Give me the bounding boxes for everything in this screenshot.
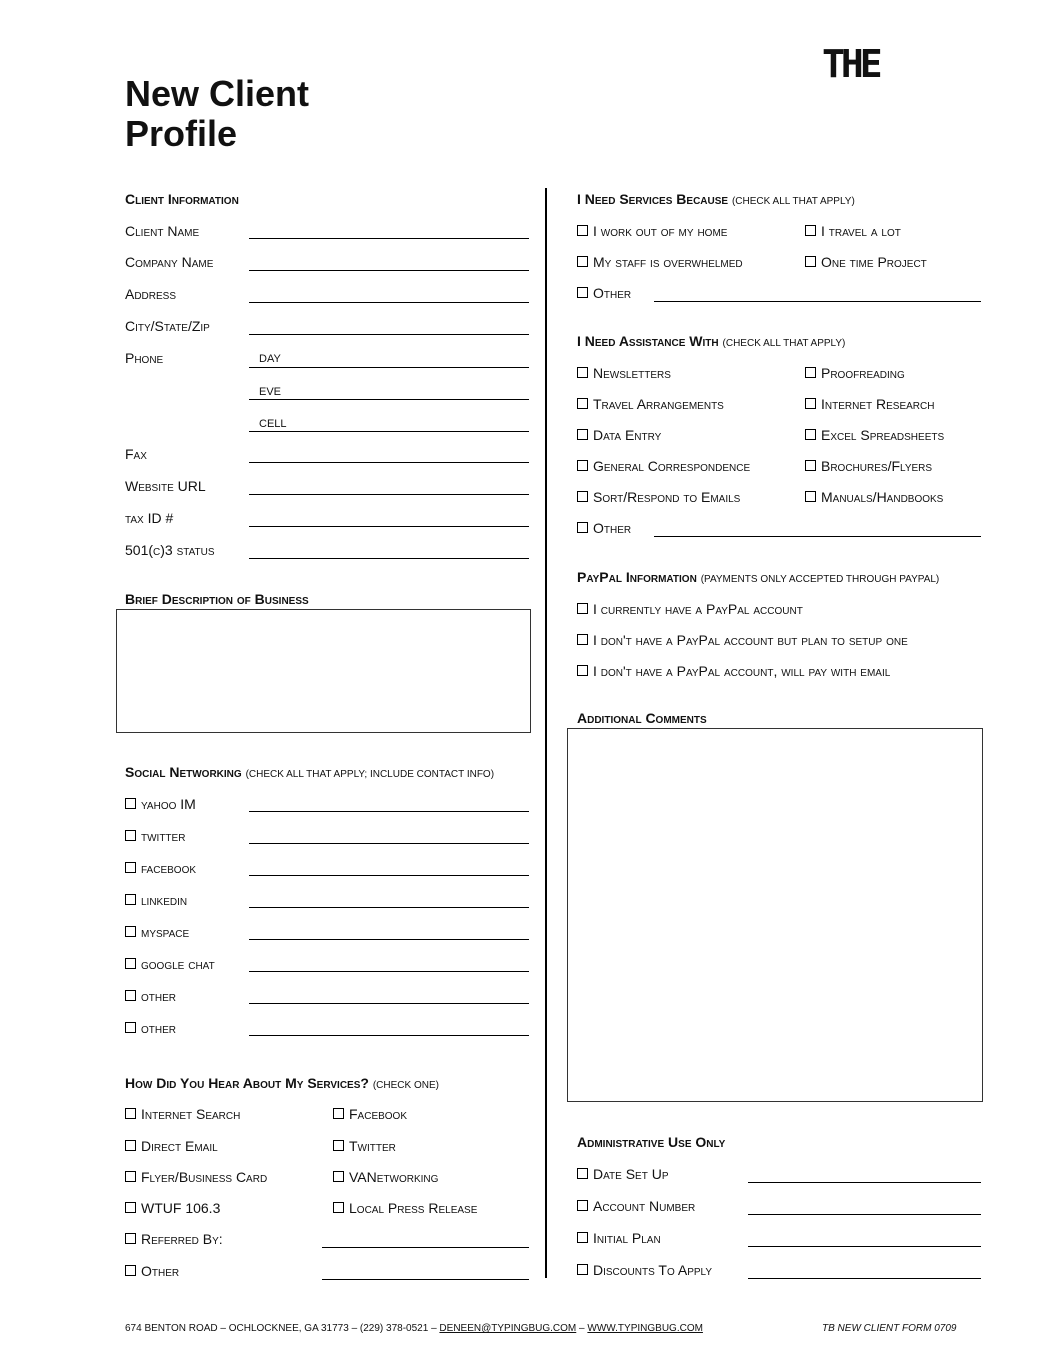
need-option-staff-overwhelmed[interactable]: My staff is overwhelmed — [577, 254, 743, 270]
checkbox[interactable] — [577, 429, 588, 440]
assist-option-other[interactable]: Other — [577, 520, 631, 536]
checkbox[interactable] — [125, 958, 136, 969]
checkbox[interactable] — [577, 1232, 588, 1243]
checkbox[interactable] — [125, 1171, 136, 1182]
checkbox[interactable] — [333, 1108, 344, 1119]
paypal-option-email[interactable]: I don't have a PayPal account, will pay with email — [577, 663, 890, 679]
social-field-other-2[interactable] — [249, 1035, 529, 1036]
hear-option-other[interactable]: Other — [125, 1263, 179, 1279]
checkbox[interactable] — [577, 665, 588, 676]
checkbox[interactable] — [333, 1171, 344, 1182]
assist-option-correspondence[interactable]: General Correspondence — [577, 458, 750, 474]
social-field-myspace[interactable] — [249, 939, 529, 940]
need-option-work-home[interactable]: I work out of my home — [577, 223, 727, 239]
hear-option-facebook[interactable]: Facebook — [333, 1106, 407, 1122]
checkbox[interactable] — [125, 830, 136, 841]
checkbox[interactable] — [577, 1200, 588, 1211]
social-option-facebook[interactable]: facebook — [125, 860, 196, 876]
title-line-1: New Client — [125, 73, 310, 114]
city-state-zip-field[interactable] — [249, 334, 529, 335]
social-option-linkedin[interactable]: linkedin — [125, 892, 187, 908]
checkbox[interactable] — [125, 1233, 136, 1244]
checkbox[interactable] — [333, 1202, 344, 1213]
checkbox[interactable] — [577, 603, 588, 614]
phone-eve-field[interactable] — [249, 399, 529, 400]
checkbox[interactable] — [577, 287, 588, 298]
paypal-option-have[interactable]: I currently have a PayPal account — [577, 601, 803, 617]
paypal-option-plan[interactable]: I don't have a PayPal account but plan to setup one — [577, 632, 908, 648]
need-services-heading-text: I Need Services Because — [577, 191, 729, 207]
footer-contact — [125, 1323, 703, 1334]
social-field-yahoo[interactable] — [249, 811, 529, 812]
need-option-travel[interactable]: I travel a lot — [805, 223, 901, 239]
title-line-2: Profile — [125, 113, 238, 154]
need-assistance-heading-note: (CHECK ALL THAT APPLY) — [722, 338, 846, 349]
social-option-google-chat[interactable]: google chat — [125, 956, 215, 972]
need-other-field[interactable] — [654, 301, 981, 302]
social-field-facebook[interactable] — [249, 875, 529, 876]
hear-option-flyer[interactable]: Flyer/Business Card — [125, 1169, 267, 1185]
checkbox[interactable] — [577, 1168, 588, 1179]
assist-option-manuals[interactable]: Manuals/Handbooks — [805, 489, 943, 505]
social-heading-note: (CHECK ALL THAT APPLY; INCLUDE CONTACT INFO) — [245, 769, 495, 780]
tax-id-field[interactable] — [249, 526, 529, 527]
checkbox[interactable] — [577, 491, 588, 502]
checkbox[interactable] — [805, 367, 816, 378]
checkbox[interactable] — [125, 990, 136, 1001]
checkbox[interactable] — [805, 256, 816, 267]
admin-field-discounts[interactable] — [748, 1278, 981, 1279]
assist-option-newsletters[interactable]: Newsletters — [577, 365, 671, 381]
paypal-heading-note: (PAYMENTS ONLY ACCEPTED THROUGH PAYPAL) — [700, 574, 940, 585]
hear-option-internet-search[interactable]: Internet Search — [125, 1106, 240, 1122]
page-title — [125, 74, 425, 154]
business-description-heading: Brief Description of Business — [125, 591, 309, 607]
checkbox[interactable] — [125, 1108, 136, 1119]
company-name-field[interactable] — [249, 270, 529, 271]
admin-field-account-number[interactable] — [748, 1214, 981, 1215]
footer-website-link[interactable]: WWW.TYPINGBUG.COM — [587, 1323, 703, 1334]
client-name-field[interactable] — [249, 238, 529, 239]
checkbox[interactable] — [125, 894, 136, 905]
assist-option-research[interactable]: Internet Research — [805, 396, 934, 412]
social-field-twitter[interactable] — [249, 843, 529, 844]
checkbox[interactable] — [125, 1265, 136, 1276]
hear-other-field[interactable] — [322, 1279, 529, 1280]
comments-heading: Additional Comments — [577, 710, 707, 726]
hear-heading-text: How Did You Hear About My Services? — [125, 1075, 369, 1091]
need-services-heading-note: (CHECK ALL THAT APPLY) — [731, 196, 855, 207]
checkbox[interactable] — [125, 862, 136, 873]
hear-about-heading — [125, 1075, 439, 1091]
assist-option-emails[interactable]: Sort/Respond to Emails — [577, 489, 740, 505]
assist-option-data-entry[interactable]: Data Entry — [577, 427, 661, 443]
paypal-heading — [577, 569, 939, 585]
social-field-google-chat[interactable] — [249, 971, 529, 972]
checkbox[interactable] — [805, 429, 816, 440]
need-assistance-heading — [577, 333, 845, 349]
column-divider — [545, 188, 547, 1278]
checkbox[interactable] — [125, 1140, 136, 1151]
footer-form-id: TB NEW CLIENT FORM 0709 — [822, 1323, 957, 1334]
checkbox[interactable] — [805, 398, 816, 409]
hear-option-vanetworking[interactable]: VANetworking — [333, 1169, 438, 1185]
phone-day-field[interactable] — [249, 367, 529, 368]
social-networking-heading — [125, 764, 494, 780]
social-option-yahoo[interactable]: yahoo IM — [125, 796, 196, 812]
need-services-heading — [577, 191, 855, 207]
social-field-other-1[interactable] — [249, 1003, 529, 1004]
admin-option-date-setup[interactable]: Date Set Up — [577, 1166, 669, 1182]
client-info-heading: Client Information — [125, 191, 239, 207]
need-option-other[interactable]: Other — [577, 285, 631, 301]
social-option-twitter[interactable]: twitter — [125, 828, 185, 844]
checkbox[interactable] — [805, 225, 816, 236]
checkbox[interactable] — [577, 225, 588, 236]
assist-option-travel[interactable]: Travel Arrangements — [577, 396, 724, 412]
address-field[interactable] — [249, 302, 529, 303]
checkbox[interactable] — [577, 634, 588, 645]
checkbox[interactable] — [125, 1022, 136, 1033]
assist-other-field[interactable] — [654, 536, 981, 537]
checkbox[interactable] — [805, 460, 816, 471]
need-option-one-time[interactable]: One time Project — [805, 254, 927, 270]
client-name-label: Client Name — [125, 223, 200, 239]
checkbox[interactable] — [577, 522, 588, 533]
business-description-box[interactable] — [116, 609, 531, 733]
fax-label: Fax — [125, 446, 147, 462]
checkbox[interactable] — [577, 1264, 588, 1275]
admin-option-discounts[interactable]: Discounts To Apply — [577, 1262, 712, 1278]
admin-field-date-setup[interactable] — [748, 1182, 981, 1183]
paypal-heading-text: PayPal Information — [577, 569, 697, 585]
hear-option-referred-by[interactable]: Referred By: — [125, 1231, 223, 1247]
logo: THE — [822, 42, 879, 86]
fax-field[interactable] — [249, 462, 529, 463]
hear-option-local-press[interactable]: Local Press Release — [333, 1200, 477, 1216]
social-option-other-2[interactable]: other — [125, 1020, 176, 1036]
tax-id-label: tax ID # — [125, 510, 174, 526]
hear-option-twitter[interactable]: Twitter — [333, 1138, 396, 1154]
checkbox[interactable] — [125, 798, 136, 809]
assist-option-brochures[interactable]: Brochures/Flyers — [805, 458, 932, 474]
admin-field-initial-plan[interactable] — [748, 1246, 981, 1247]
checkbox[interactable] — [333, 1140, 344, 1151]
comments-box[interactable] — [567, 728, 983, 1102]
referred-by-field[interactable] — [322, 1247, 529, 1248]
checkbox[interactable] — [125, 1202, 136, 1213]
social-field-linkedin[interactable] — [249, 907, 529, 908]
phone-day-label: DAY — [259, 353, 281, 365]
checkbox[interactable] — [577, 460, 588, 471]
footer-email-link[interactable]: DENEEN@TYPINGBUG.COM — [439, 1323, 577, 1334]
phone-cell-label: CELL — [259, 418, 287, 430]
checkbox[interactable] — [577, 367, 588, 378]
hear-heading-note: (CHECK ONE) — [372, 1080, 439, 1091]
phone-label: Phone — [125, 350, 164, 366]
admin-heading: Administrative Use Only — [577, 1134, 726, 1150]
checkbox[interactable] — [577, 398, 588, 409]
status-501c3-field[interactable] — [249, 558, 529, 559]
hear-option-wtuf[interactable]: WTUF 106.3 — [125, 1200, 220, 1216]
website-field[interactable] — [249, 494, 529, 495]
address-label: Address — [125, 286, 177, 302]
social-heading-text: Social Networking — [125, 764, 242, 780]
footer-separator: – — [579, 1323, 585, 1334]
city-state-zip-label: City/State/Zip — [125, 318, 210, 334]
footer-address: 674 BENTON ROAD – OCHLOCKNEE, GA 31773 – (229) 378-0521 – — [125, 1323, 437, 1334]
checkbox[interactable] — [805, 491, 816, 502]
assist-option-proofreading[interactable]: Proofreading — [805, 365, 905, 381]
need-assistance-heading-text: I Need Assistance With — [577, 333, 719, 349]
admin-option-initial-plan[interactable]: Initial Plan — [577, 1230, 661, 1246]
status-501c3-label: 501(c)3 status — [125, 542, 215, 558]
checkbox[interactable] — [577, 256, 588, 267]
phone-eve-label: EVE — [259, 386, 282, 398]
company-name-label: Company Name — [125, 254, 214, 270]
hear-option-direct-email[interactable]: Direct Email — [125, 1138, 218, 1154]
social-option-myspace[interactable]: myspace — [125, 924, 189, 940]
assist-option-excel[interactable]: Excel Spreadsheets — [805, 427, 944, 443]
social-option-other-1[interactable]: other — [125, 988, 176, 1004]
admin-option-account-number[interactable]: Account Number — [577, 1198, 695, 1214]
website-label: Website URL — [125, 478, 206, 494]
checkbox[interactable] — [125, 926, 136, 937]
phone-cell-field[interactable] — [249, 431, 529, 432]
